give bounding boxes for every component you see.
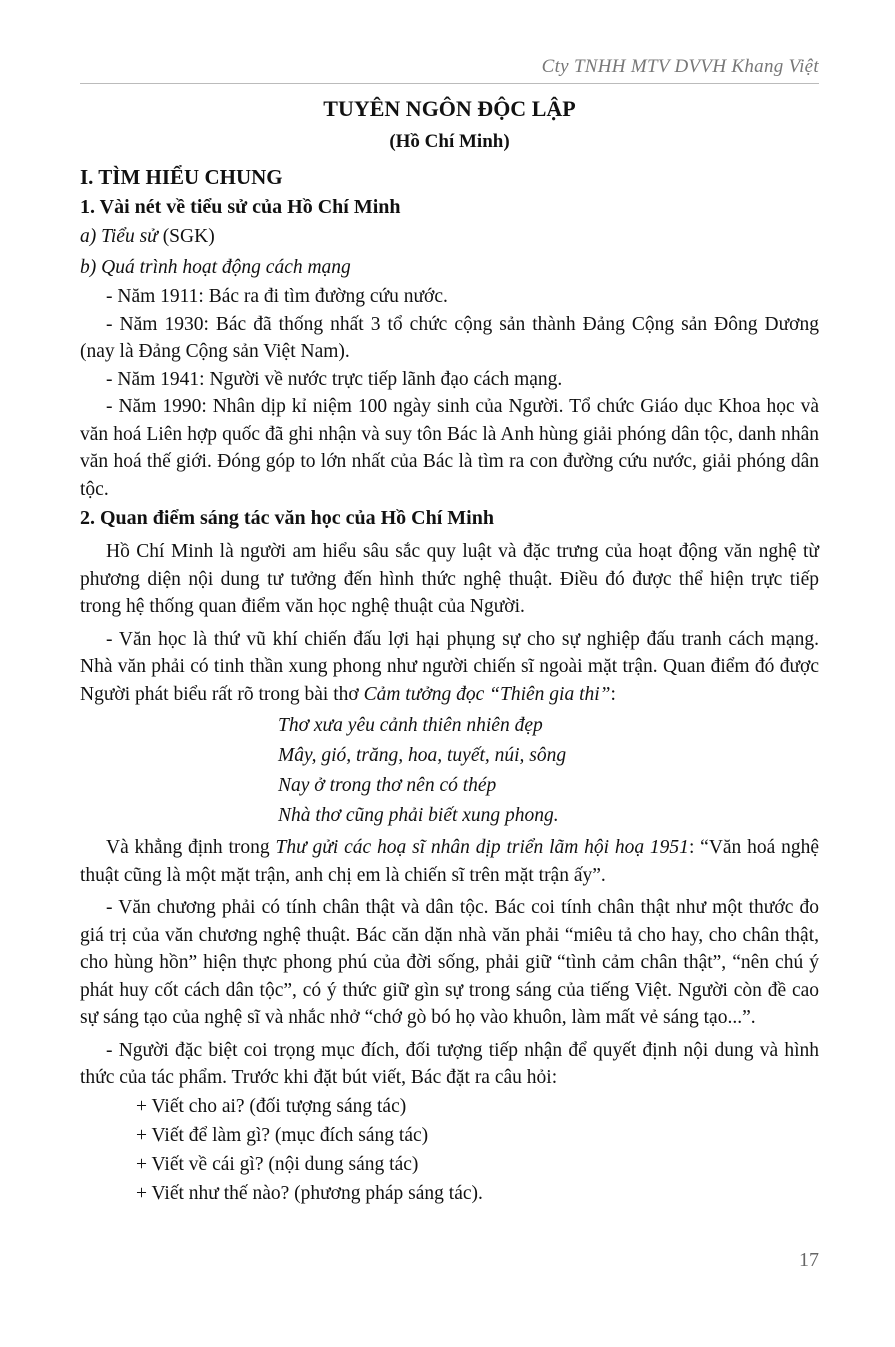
poem-line: Nay ở trong thơ nên có thép [278,775,497,796]
affirm-quote: : “Văn hoá nghệ thuật cũng là một mặt trận, anh chị em là chiến sĩ trên mặt trận ấy”. [80,837,819,886]
page-content [80,162,819,1208]
question-item: + Viết về cái gì? (nội dung sáng tác) [136,1153,419,1175]
point-weapon-colon: : [610,683,616,705]
point-weapon-text: - Văn học là thứ vũ khí chiến đấu lợi hại phụng sự cho sự nghiệp đấu tranh cách mạng. Nhà văn phải có tinh thần xung phong như người chiến sĩ ngoài mặt trận. Quan điểm đó được Người phát biểu rất rõ trong bài thơ [80,628,819,705]
item-b-label: b) Quá trình hoạt động cách mạng [80,257,351,278]
poem-line: Nhà thơ cũng phải biết xung phong. [278,805,559,826]
page-number: 17 [799,1249,819,1271]
event-1941: - Năm 1941: Người về nước trực tiếp lãnh đạo cách mạng. [106,368,563,390]
poem-work-title: Cảm tưởng đọc “Thiên gia thi” [363,683,611,705]
affirm-text: Và khẳng định trong [106,837,276,858]
poem-line: Thơ xưa yêu cảnh thiên nhiên đẹp [278,715,543,736]
item-a-label: a) Tiểu sử [80,226,158,247]
event-1930: - Năm 1930: Bác đã thống nhất 3 tổ chức cộng sản thành Đảng Cộng sản Đông Dương (nay là Đảng Cộng sản Việt Nam). [80,313,819,362]
subsection-heading-literary-views: 2. Quan điểm sáng tác văn học của Hồ Chí Minh [80,507,494,529]
event-1990: - Năm 1990: Nhân dịp kỉ niệm 100 ngày sinh của Người. Tổ chức Giáo dục Khoa học và văn hoá Liên hợp quốc đã ghi nhận và suy tôn Bác là Anh hùng giải phóng dân tộc, danh nhân văn hoá thế giới. Đóng góp to lớn nhất của Bác là tìm ra con đường cứu nước, giải phóng dân tộc. [80,396,819,500]
section-heading: I. TÌM HIỂU CHUNG [80,165,283,189]
item-a [80,222,819,252]
item-a-reference: (SGK) [157,226,215,247]
letter-work-title: Thư gửi các hoạ sĩ nhân dịp triển lãm hội hoạ 1951 [275,837,689,858]
affirm-paragraph [80,834,819,889]
poem-line: Mây, gió, trăng, hoa, tuyết, núi, sông [278,745,567,766]
document-author: (Hồ Chí Minh) [389,131,510,152]
event-1911: - Năm 1911: Bác ra đi tìm đường cứu nước. [106,286,448,307]
subsection-heading-biography: 1. Vài nét về tiểu sử của Hồ Chí Minh [80,196,401,218]
header-divider [80,83,819,84]
question-item: + Viết để làm gì? (mục đích sáng tác) [136,1124,429,1146]
document-title: TUYÊN NGÔN ĐỘC LẬP [323,96,576,121]
question-item: + Viết cho ai? (đối tượng sáng tác) [136,1095,407,1117]
intro-paragraph: Hồ Chí Minh là người am hiểu sâu sắc quy luật và đặc trưng của hoạt động văn nghệ từ phương diện nội dung tư tưởng đến hình thức nghệ thuật. Điều đó được thể hiện trực tiếp trong hệ thống quan điểm văn học nghệ thuật của Người. [80,541,819,617]
poem-block [80,711,819,831]
point-truthfulness: - Văn chương phải có tính chân thật và dân tộc. Bác coi tính chân thật như một thước đo giá trị của văn chương nghệ thuật. Bác căn dặn nhà văn phải “miêu tả cho hay, cho chân thật, cho hùng hồn” hiện thực phong phú của đời sống, phải giữ “tình cảm chân thật”, “nên chú ý phát huy cốt cách dân tộc”, có ý thức giữ gìn sự trong sáng của tiếng Việt. Người còn đề cao sự sáng tạo của nghệ sĩ và nhắc nhở “chớ gò bó họ vào khuôn, làm mất vẻ sáng tạo...”. [80,897,819,1028]
point-weapon [80,626,819,709]
running-header: Cty TNHH MTV DVVH Khang Việt [541,56,819,77]
question-item: + Viết như thế nào? (phương pháp sáng tác). [136,1182,483,1204]
point-audience: - Người đặc biệt coi trọng mục đích, đối tượng tiếp nhận để quyết định nội dung và hình thức của tác phẩm. Trước khi đặt bút viết, Bác đặt ra câu hỏi: [80,1039,819,1088]
